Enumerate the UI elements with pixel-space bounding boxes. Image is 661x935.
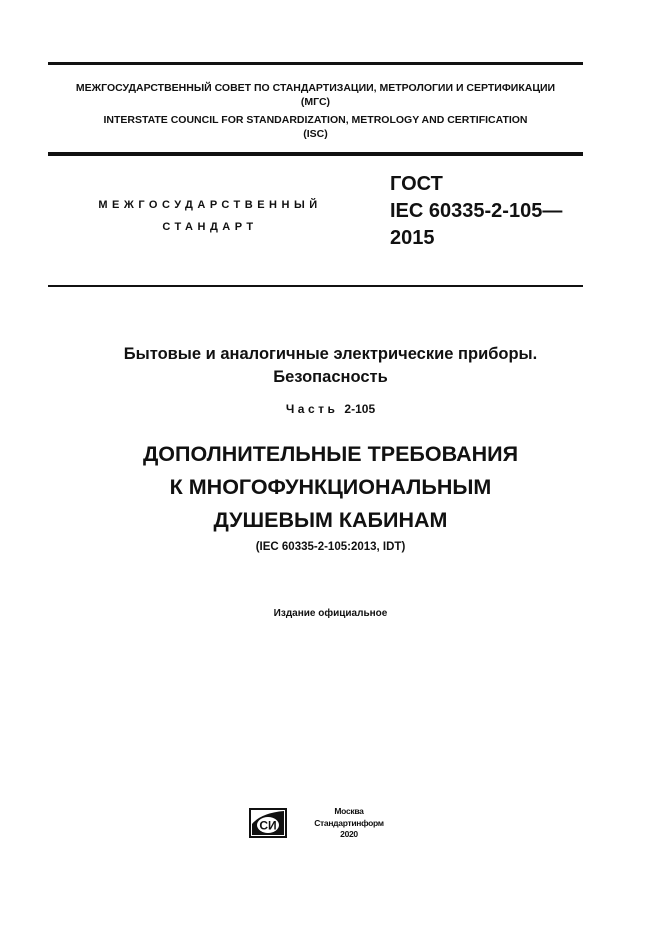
main-title-line1: ДОПОЛНИТЕЛЬНЫЕ ТРЕБОВАНИЯ (142, 442, 519, 466)
product-title (20, 343, 641, 389)
standard-type-line1: МЕЖГОСУДАРСТВЕННЫЙ (98, 199, 322, 211)
publisher-info (304, 806, 394, 841)
product-title-line2: Безопасность (273, 368, 388, 386)
edition-note: Издание официальное (273, 608, 388, 619)
main-title-line3: ДУШЕВЫМ КАБИНАМ (213, 508, 448, 532)
council-name-ru (48, 81, 583, 109)
main-title-line2: К МНОГОФУНКЦИОНАЛЬНЫМ (169, 475, 492, 499)
main-title (20, 438, 641, 537)
council-name-en (48, 113, 583, 141)
top-rule (48, 62, 583, 65)
council-abbr-ru: (МГС) (300, 96, 331, 108)
standard-type-label (60, 194, 360, 238)
standard-type-line2: СТАНДАРТ (162, 221, 258, 233)
gost-label: ГОСТ (390, 173, 443, 195)
part-number: 2-105 (344, 402, 376, 416)
standartinform-logo-icon (249, 808, 287, 838)
council-name-en-line1: INTERSTATE COUNCIL FOR STANDARDIZATION, METROLOGY AND CERTIFICATION (103, 114, 528, 126)
council-name-ru-line1: МЕЖГОСУДАРСТВЕННЫЙ СОВЕТ ПО СТАНДАРТИЗАЦИИ, МЕТРОЛОГИИ И СЕРТИФИКАЦИИ (75, 82, 556, 94)
iec-reference: (IEC 60335-2-105:2013, IDT) (255, 541, 406, 553)
part-label: Часть (285, 402, 339, 416)
logo-text: СИ (259, 818, 277, 833)
standard-designation (390, 171, 562, 252)
publisher-name: Стандартинформ (314, 817, 384, 828)
standard-number: IEC 60335-2-105— (390, 200, 563, 222)
part-heading (20, 402, 641, 416)
designation-divider (48, 285, 583, 287)
publisher-city: Москва (334, 806, 364, 816)
header-divider (48, 152, 583, 156)
publication-year: 2020 (340, 829, 358, 839)
standard-year: 2015 (390, 227, 435, 249)
product-title-line1: Бытовые и аналогичные электрические приборы. (123, 345, 538, 363)
council-abbr-en: (ISC) (303, 128, 328, 140)
